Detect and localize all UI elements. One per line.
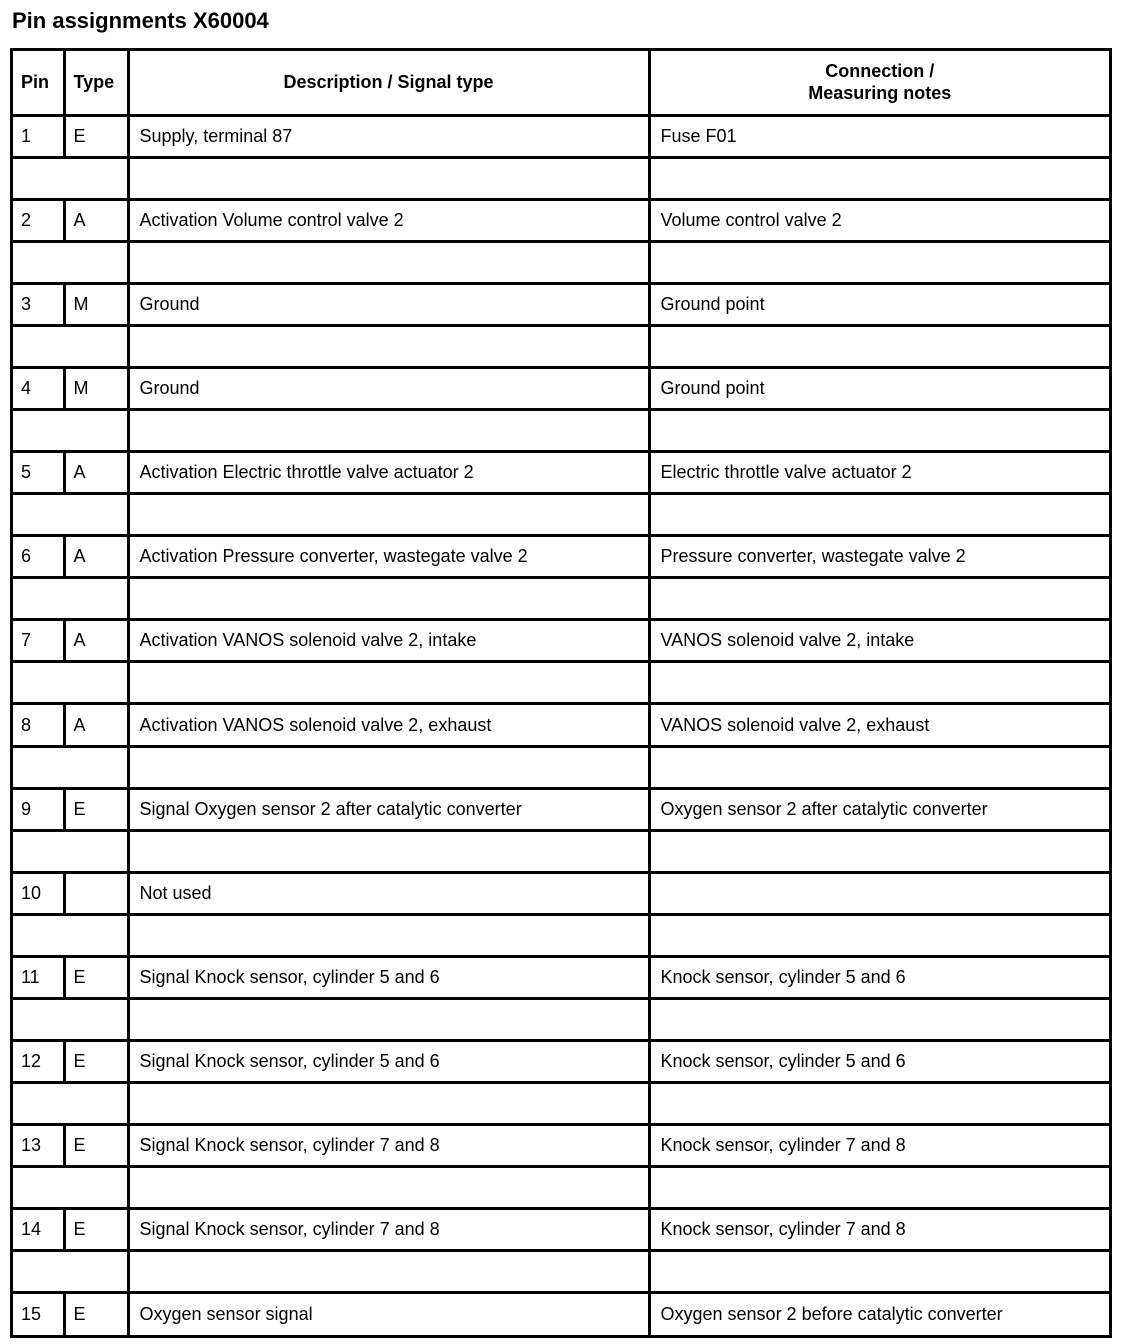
spacer-cell — [13, 157, 128, 199]
pin-cell: 14 — [13, 1209, 64, 1251]
spacer-cell — [128, 1167, 649, 1209]
spacer-cell — [649, 410, 1109, 452]
pin-cell: 12 — [13, 1040, 64, 1082]
table-row — [13, 1040, 1109, 1082]
header-pin: Pin — [13, 51, 64, 115]
pin-cell: 1 — [13, 115, 64, 157]
pin-cell: 9 — [13, 788, 64, 830]
description-cell: Supply, terminal 87 — [128, 115, 649, 157]
type-cell: E — [64, 1125, 128, 1167]
spacer-cell — [13, 325, 128, 367]
description-cell: Signal Knock sensor, cylinder 7 and 8 — [128, 1125, 649, 1167]
spacer-row — [13, 914, 1109, 956]
spacer-cell — [128, 746, 649, 788]
spacer-cell — [128, 830, 649, 872]
description-cell: Ground — [128, 283, 649, 325]
type-cell: A — [64, 620, 128, 662]
spacer-cell — [128, 325, 649, 367]
table-row — [13, 367, 1109, 409]
spacer-cell — [13, 830, 128, 872]
spacer-cell — [649, 830, 1109, 872]
spacer-cell — [13, 662, 128, 704]
type-cell: A — [64, 199, 128, 241]
connection-cell: Ground point — [649, 367, 1109, 409]
pin-cell: 6 — [13, 536, 64, 578]
spacer-cell — [13, 1251, 128, 1293]
connection-cell: Knock sensor, cylinder 5 and 6 — [649, 1040, 1109, 1082]
spacer-row — [13, 410, 1109, 452]
spacer-row — [13, 578, 1109, 620]
header-connection-line1: Connection / — [825, 61, 935, 82]
header-description: Description / Signal type — [128, 51, 649, 115]
spacer-cell — [128, 241, 649, 283]
spacer-cell — [649, 746, 1109, 788]
spacer-cell — [13, 494, 128, 536]
type-cell: A — [64, 452, 128, 494]
connection-cell: Oxygen sensor 2 before catalytic converter — [649, 1293, 1109, 1335]
description-cell: Ground — [128, 367, 649, 409]
spacer-cell — [13, 1167, 128, 1209]
spacer-cell — [13, 998, 128, 1040]
table-row — [13, 283, 1109, 325]
connection-cell: Volume control valve 2 — [649, 199, 1109, 241]
table-row — [13, 872, 1109, 914]
header-connection-line2: Measuring notes — [808, 83, 952, 104]
pin-cell: 7 — [13, 620, 64, 662]
connection-cell: Ground point — [649, 283, 1109, 325]
type-cell: E — [64, 1209, 128, 1251]
type-cell — [64, 872, 128, 914]
spacer-cell — [13, 410, 128, 452]
description-cell: Activation Electric throttle valve actuator 2 — [128, 452, 649, 494]
table-row — [13, 1209, 1109, 1251]
description-cell: Activation Pressure converter, wastegate valve 2 — [128, 536, 649, 578]
connection-cell: VANOS solenoid valve 2, exhaust — [649, 704, 1109, 746]
pin-assignment-table — [13, 51, 1109, 1335]
spacer-cell — [13, 1083, 128, 1125]
table-row — [13, 620, 1109, 662]
pin-cell: 3 — [13, 283, 64, 325]
spacer-cell — [13, 241, 128, 283]
description-cell: Signal Knock sensor, cylinder 5 and 6 — [128, 956, 649, 998]
table-row — [13, 1125, 1109, 1167]
spacer-cell — [128, 157, 649, 199]
table-row — [13, 536, 1109, 578]
description-cell: Not used — [128, 872, 649, 914]
header-type: Type — [64, 51, 128, 115]
type-cell: E — [64, 1040, 128, 1082]
spacer-cell — [128, 410, 649, 452]
description-cell: Oxygen sensor signal — [128, 1293, 649, 1335]
spacer-cell — [649, 662, 1109, 704]
spacer-row — [13, 1083, 1109, 1125]
table-row — [13, 1293, 1109, 1335]
spacer-cell — [649, 494, 1109, 536]
description-cell: Activation Volume control valve 2 — [128, 199, 649, 241]
connection-cell: Fuse F01 — [649, 115, 1109, 157]
spacer-cell — [649, 578, 1109, 620]
description-cell: Activation VANOS solenoid valve 2, exhaust — [128, 704, 649, 746]
spacer-cell — [649, 1251, 1109, 1293]
connection-cell: Electric throttle valve actuator 2 — [649, 452, 1109, 494]
type-cell: A — [64, 704, 128, 746]
table-row — [13, 199, 1109, 241]
connection-cell: Pressure converter, wastegate valve 2 — [649, 536, 1109, 578]
description-cell: Activation VANOS solenoid valve 2, intake — [128, 620, 649, 662]
spacer-cell — [13, 914, 128, 956]
type-cell: M — [64, 367, 128, 409]
type-cell: E — [64, 788, 128, 830]
connection-cell: Knock sensor, cylinder 7 and 8 — [649, 1209, 1109, 1251]
pin-cell: 10 — [13, 872, 64, 914]
type-cell: E — [64, 1293, 128, 1335]
table-row — [13, 115, 1109, 157]
spacer-cell — [128, 1083, 649, 1125]
spacer-cell — [649, 1167, 1109, 1209]
spacer-cell — [128, 914, 649, 956]
table-row — [13, 788, 1109, 830]
pin-cell: 8 — [13, 704, 64, 746]
connection-cell: Oxygen sensor 2 after catalytic converter — [649, 788, 1109, 830]
page-title: Pin assignments X60004 — [12, 8, 269, 33]
type-cell: E — [64, 115, 128, 157]
spacer-row — [13, 1167, 1109, 1209]
pin-table-frame — [10, 48, 1112, 1338]
pin-cell: 11 — [13, 956, 64, 998]
pin-cell: 13 — [13, 1125, 64, 1167]
spacer-row — [13, 830, 1109, 872]
spacer-cell — [649, 998, 1109, 1040]
pin-cell: 5 — [13, 452, 64, 494]
spacer-row — [13, 241, 1109, 283]
spacer-cell — [128, 494, 649, 536]
spacer-cell — [13, 578, 128, 620]
spacer-cell — [649, 914, 1109, 956]
spacer-cell — [128, 662, 649, 704]
pin-cell: 4 — [13, 367, 64, 409]
type-cell: M — [64, 283, 128, 325]
spacer-row — [13, 1251, 1109, 1293]
description-cell: Signal Oxygen sensor 2 after catalytic converter — [128, 788, 649, 830]
pin-cell: 15 — [13, 1293, 64, 1335]
spacer-cell — [128, 578, 649, 620]
spacer-row — [13, 157, 1109, 199]
spacer-cell — [649, 1083, 1109, 1125]
table-row — [13, 452, 1109, 494]
spacer-cell — [649, 157, 1109, 199]
connection-cell: Knock sensor, cylinder 5 and 6 — [649, 956, 1109, 998]
header-connection — [649, 51, 1109, 115]
type-cell: A — [64, 536, 128, 578]
spacer-cell — [128, 998, 649, 1040]
table-header-row — [13, 51, 1109, 115]
table-row — [13, 956, 1109, 998]
connection-cell: Knock sensor, cylinder 7 and 8 — [649, 1125, 1109, 1167]
connection-cell — [649, 872, 1109, 914]
spacer-cell — [128, 1251, 649, 1293]
spacer-row — [13, 998, 1109, 1040]
spacer-row — [13, 325, 1109, 367]
type-cell: E — [64, 956, 128, 998]
description-cell: Signal Knock sensor, cylinder 7 and 8 — [128, 1209, 649, 1251]
spacer-cell — [13, 746, 128, 788]
spacer-row — [13, 494, 1109, 536]
pin-cell: 2 — [13, 199, 64, 241]
spacer-cell — [649, 325, 1109, 367]
spacer-cell — [649, 241, 1109, 283]
table-row — [13, 704, 1109, 746]
description-cell: Signal Knock sensor, cylinder 5 and 6 — [128, 1040, 649, 1082]
spacer-row — [13, 662, 1109, 704]
spacer-row — [13, 746, 1109, 788]
connection-cell: VANOS solenoid valve 2, intake — [649, 620, 1109, 662]
